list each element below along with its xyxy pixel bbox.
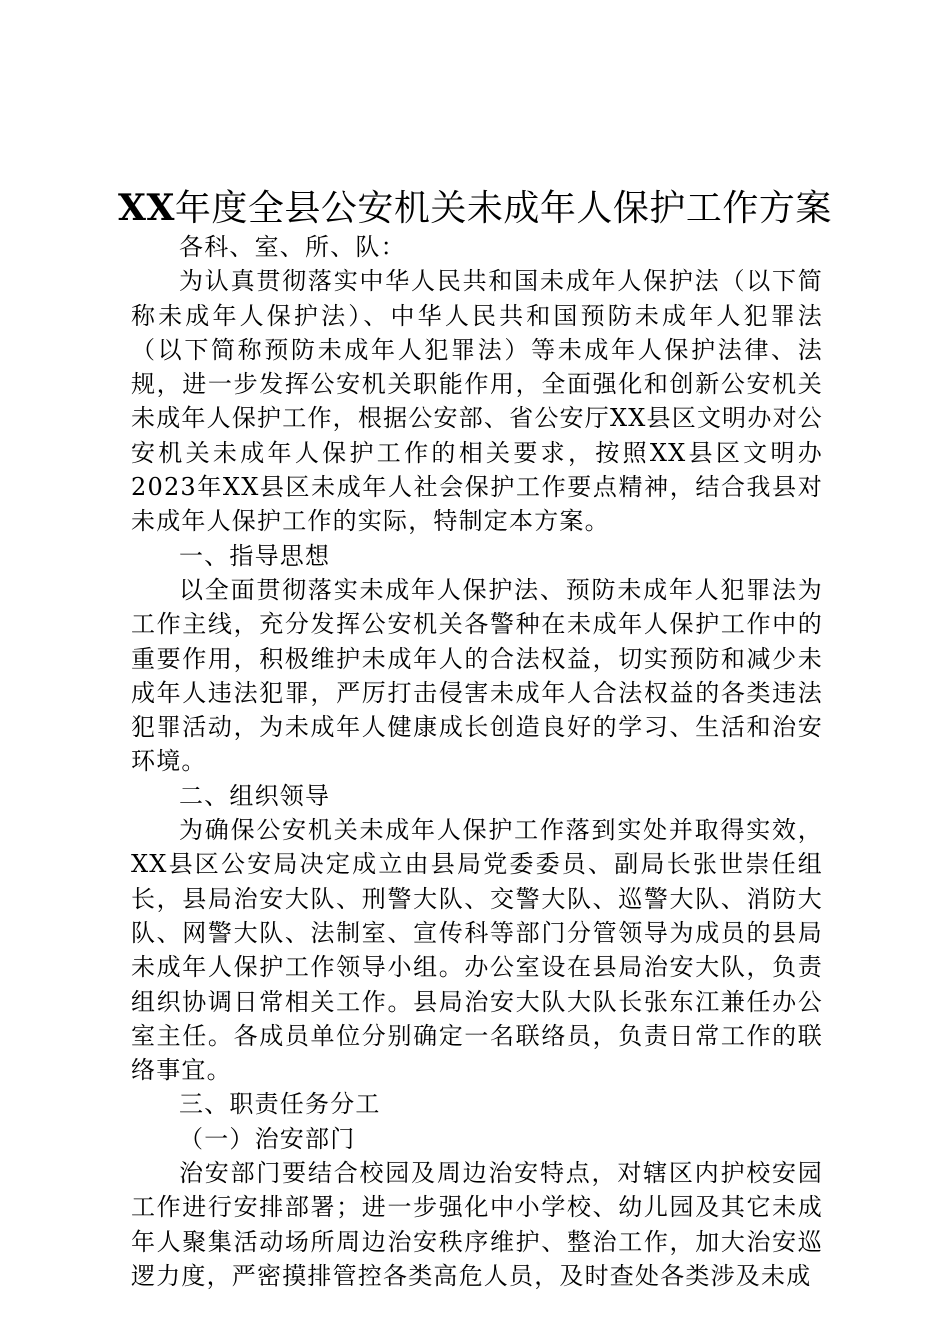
subsection-heading-public-security: （一）治安部门 — [179, 1124, 356, 1153]
title-rest: 年度全县公安机关未成年人保护工作方案 — [174, 188, 832, 229]
intro-paragraph: 为认真贯彻落实中华人民共和国未成年人保护法（以下简称未成年人保护法）、中华人民共和国预防未成年人犯罪法（以下简称预防未成年人犯罪法）等未成年人保护法律、法规，进一步发挥公安机关职能作用，全面强化和创新公安机关未成年人保护工作，根据公安部、省公安厅XX县区文明办对公安机关未成年人保护工作的相关要求，按照XX县区文明办2023年XX县区未成年人社会保护工作要点精神，结合我县对未成年人保护工作的实际，特制定本方案。 — [131, 267, 823, 536]
salutation: 各科、室、所、队： — [179, 233, 406, 261]
section-heading-responsibilities: 三、职责任务分工 — [179, 1090, 381, 1119]
document-title — [0, 184, 950, 233]
public-security-paragraph: 治安部门要结合校园及周边治安特点，对辖区内护校安园工作进行安排部署；进一步强化中小学校、幼儿园及其它未成年人聚集活动场所周边治安秩序维护、整治工作，加大治安巡逻力度，严密摸排管控各类高危人员，及时查处各类涉及未成 — [131, 1159, 823, 1290]
guiding-ideology-paragraph: 以全面贯彻落实未成年人保护法、预防未成年人犯罪法为工作主线，充分发挥公安机关各警种在未成年人保护工作中的重要作用，积极维护未成年人的合法权益，切实预防和减少未成年人违法犯罪，严厉打击侵害未成年人合法权益的各类违法犯罪活动，为未成年人健康成长创造良好的学习、生活和治安环境。 — [131, 575, 823, 776]
section-heading-guiding-ideology: 一、指导思想 — [179, 541, 331, 570]
title-lead: XX — [118, 187, 175, 229]
section-heading-organization: 二、组织领导 — [179, 781, 331, 810]
document-body — [131, 230, 823, 1293]
organization-paragraph: 为确保公安机关未成年人保护工作落到实处并取得实效，XX县区公安局决定成立由县局党委委员、副局长张世崇任组长，县局治安大队、刑警大队、交警大队、巡警大队、消防大队、网警大队、法制室、宣传科等部门分管领导为成员的县局未成年人保护工作领导小组。办公室设在县局治安大队，负责组织协调日常相关工作。县局治安大队大队长张东江兼任办公室主任。各成员单位分别确定一名联络员，负责日常工作的联络事宜。 — [131, 816, 823, 1085]
